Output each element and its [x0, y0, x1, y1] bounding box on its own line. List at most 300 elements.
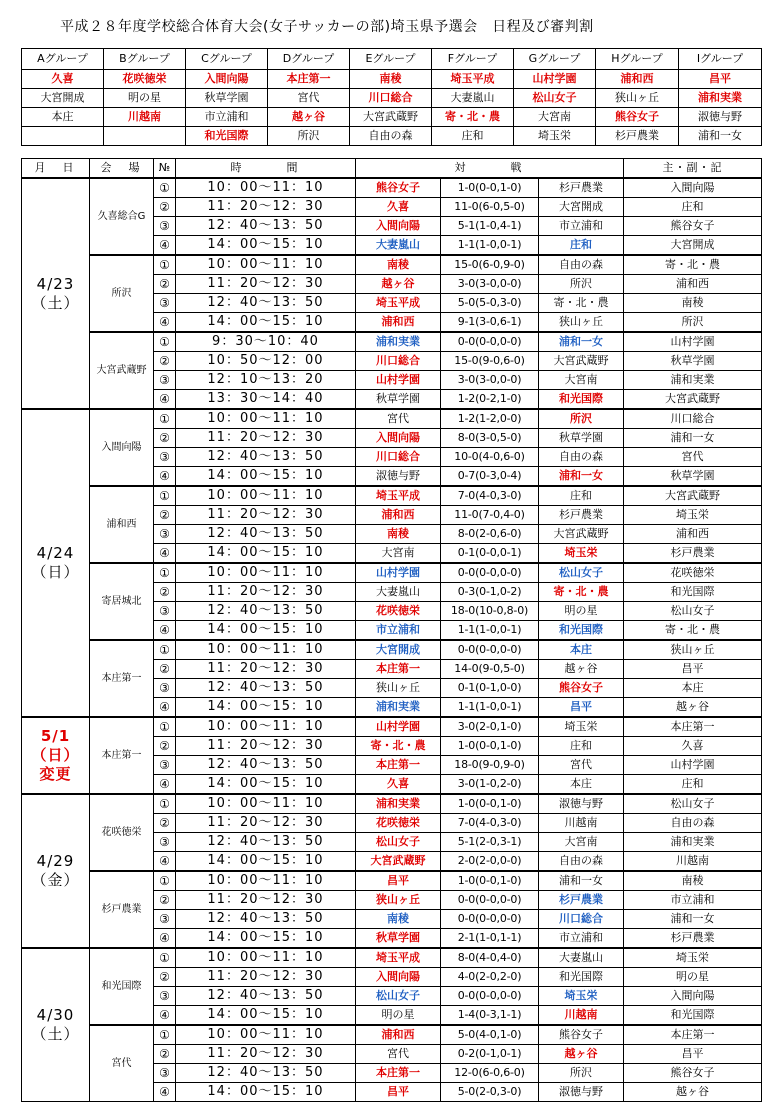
home-team: 浦和西 [356, 1025, 441, 1045]
away-team: 越ヶ谷 [539, 660, 624, 679]
match-number: ④ [154, 390, 176, 410]
group-team: 埼玉平成 [432, 70, 514, 89]
match-time: 11：20～12：30 [176, 198, 356, 217]
match-number: ② [154, 891, 176, 910]
match-time: 11：20～12：30 [176, 506, 356, 525]
match-number: ③ [154, 294, 176, 313]
group-team: 南稜 [350, 70, 432, 89]
match-venue: 所沢 [90, 255, 154, 332]
group-team: 寄・北・農 [432, 108, 514, 127]
match-number: ② [154, 198, 176, 217]
match-venue: 寄居城北 [90, 563, 154, 640]
referee-team: 埼玉栄 [624, 506, 762, 525]
match-venue: 大宮武蔵野 [90, 332, 154, 409]
match-score: 8-0(3-0,5-0) [441, 429, 539, 448]
away-team: 松山女子 [539, 563, 624, 583]
table-row [22, 409, 762, 429]
away-team: 埼玉栄 [539, 717, 624, 737]
match-number: ④ [154, 544, 176, 564]
group-team: 庄和 [432, 127, 514, 146]
match-time: 10：00～11：10 [176, 563, 356, 583]
group-team: 和光国際 [186, 127, 268, 146]
away-team: 昌平 [539, 698, 624, 718]
home-team: 浦和実業 [356, 794, 441, 814]
match-number: ① [154, 563, 176, 583]
table-row [22, 640, 762, 660]
match-number: ② [154, 968, 176, 987]
match-score: 1-1(1-0,0-1) [441, 236, 539, 256]
match-score: 5-0(4-0,1-0) [441, 1025, 539, 1045]
match-score: 10-0(4-0,6-0) [441, 448, 539, 467]
match-time: 13：30～14：40 [176, 390, 356, 410]
group-team: 大宮南 [514, 108, 596, 127]
referee-team: 本庄第一 [624, 717, 762, 737]
referee-team: 宮代 [624, 448, 762, 467]
away-team: 自由の森 [539, 852, 624, 872]
away-team: 埼玉栄 [539, 544, 624, 564]
match-score: 5-1(2-0,3-1) [441, 833, 539, 852]
match-score: 14-0(9-0,5-0) [441, 660, 539, 679]
away-team: 所沢 [539, 1064, 624, 1083]
match-score: 7-0(4-0,3-0) [441, 486, 539, 506]
match-score: 8-0(4-0,4-0) [441, 948, 539, 968]
referee-team: 市立浦和 [624, 891, 762, 910]
away-team: 淑徳与野 [539, 794, 624, 814]
match-venue: 杉戸農業 [90, 871, 154, 948]
referee-team: 大宮開成 [624, 236, 762, 256]
away-team: 川口総合 [539, 910, 624, 929]
away-team: 宮代 [539, 756, 624, 775]
referee-team: 杉戸農業 [624, 544, 762, 564]
group-team [22, 127, 104, 146]
away-team: 大宮武蔵野 [539, 352, 624, 371]
home-team: 本庄第一 [356, 660, 441, 679]
match-number: ④ [154, 852, 176, 872]
match-time: 12：40～13：50 [176, 448, 356, 467]
match-time: 12：40～13：50 [176, 910, 356, 929]
match-number: ④ [154, 313, 176, 333]
referee-team: 松山女子 [624, 602, 762, 621]
group-header-row [22, 49, 762, 70]
match-number: ① [154, 409, 176, 429]
home-team: 明の星 [356, 1006, 441, 1026]
match-number: ④ [154, 1083, 176, 1102]
referee-team: 川越南 [624, 852, 762, 872]
match-date: 4/24 （日） [22, 409, 90, 717]
match-number: ① [154, 486, 176, 506]
match-score: 3-0(3-0,0-0) [441, 275, 539, 294]
group-team: 大宮武蔵野 [350, 108, 432, 127]
referee-team: 浦和実業 [624, 833, 762, 852]
table-row [22, 871, 762, 891]
away-team: 自由の森 [539, 255, 624, 275]
table-row [22, 1025, 762, 1045]
group-team: 市立浦和 [186, 108, 268, 127]
match-time: 12：40～13：50 [176, 602, 356, 621]
away-team: 所沢 [539, 409, 624, 429]
home-team: 入間向陽 [356, 429, 441, 448]
match-time: 14：00～15：10 [176, 236, 356, 256]
match-date: 5/1 （日） 変更 [22, 717, 90, 794]
away-team: 狭山ヶ丘 [539, 313, 624, 333]
home-team: 南稜 [356, 255, 441, 275]
away-team: 淑徳与野 [539, 1083, 624, 1102]
match-score: 0-0(0-0,0-0) [441, 910, 539, 929]
match-venue: 和光国際 [90, 948, 154, 1025]
home-team: 浦和西 [356, 313, 441, 333]
referee-team: 和光国際 [624, 583, 762, 602]
table-row [22, 255, 762, 275]
home-team: 南稜 [356, 525, 441, 544]
match-time: 10：00～11：10 [176, 486, 356, 506]
match-number: ④ [154, 698, 176, 718]
home-team: 川口総合 [356, 448, 441, 467]
group-row [22, 70, 762, 89]
group-header: Fグループ [432, 49, 514, 70]
match-number: ② [154, 583, 176, 602]
match-time: 14：00～15：10 [176, 698, 356, 718]
referee-team: 庄和 [624, 198, 762, 217]
home-team: 浦和西 [356, 506, 441, 525]
home-team: 埼玉平成 [356, 486, 441, 506]
home-team: 山村学園 [356, 563, 441, 583]
match-time: 10：00～11：10 [176, 1025, 356, 1045]
match-score: 0-2(0-1,0-1) [441, 1045, 539, 1064]
group-team: 杉戸農業 [596, 127, 679, 146]
match-score: 0-0(0-0,0-0) [441, 891, 539, 910]
away-team: 寄・北・農 [539, 583, 624, 602]
away-team: 川越南 [539, 1006, 624, 1026]
home-team: 浦和実業 [356, 332, 441, 352]
referee-team: 松山女子 [624, 794, 762, 814]
match-number: ① [154, 794, 176, 814]
match-score: 5-0(5-0,3-0) [441, 294, 539, 313]
match-score: 18-0(10-0,8-0) [441, 602, 539, 621]
match-number: ④ [154, 929, 176, 949]
home-team: 昌平 [356, 1083, 441, 1102]
match-venue: 宮代 [90, 1025, 154, 1102]
away-team: 浦和一女 [539, 467, 624, 487]
home-team: 久喜 [356, 198, 441, 217]
page-title: 平成２８年度学校総合体育大会(女子サッカーの部)埼玉県予選会 日程及び審判割 [60, 19, 594, 35]
match-score: 15-0(6-0,9-0) [441, 255, 539, 275]
match-number: ③ [154, 1064, 176, 1083]
group-team: 大妻嵐山 [432, 89, 514, 108]
match-time: 10：00～11：10 [176, 794, 356, 814]
away-team: 大宮南 [539, 833, 624, 852]
match-number: ③ [154, 448, 176, 467]
table-row [22, 486, 762, 506]
match-number: ② [154, 275, 176, 294]
match-time: 11：20～12：30 [176, 968, 356, 987]
referee-team: 昌平 [624, 1045, 762, 1064]
group-team: 淑徳与野 [679, 108, 762, 127]
schedule-table [21, 158, 762, 1102]
referee-team: 明の星 [624, 968, 762, 987]
match-score: 4-0(2-0,2-0) [441, 968, 539, 987]
match-score: 0-0(0-0,0-0) [441, 332, 539, 352]
match-time: 11：20～12：30 [176, 583, 356, 602]
match-number: ④ [154, 775, 176, 795]
home-team: 花咲徳栄 [356, 814, 441, 833]
match-time: 10：00～11：10 [176, 717, 356, 737]
referee-team: 浦和一女 [624, 429, 762, 448]
match-score: 1-1(1-0,0-1) [441, 621, 539, 641]
table-row [22, 948, 762, 968]
home-team: 本庄第一 [356, 1064, 441, 1083]
referee-team: 杉戸農業 [624, 929, 762, 949]
home-team: 松山女子 [356, 833, 441, 852]
header-date: 月 日 [22, 159, 90, 179]
match-number: ③ [154, 602, 176, 621]
home-team: 淑徳与野 [356, 467, 441, 487]
home-team: 昌平 [356, 871, 441, 891]
match-number: ② [154, 814, 176, 833]
group-table [21, 48, 762, 146]
match-time: 11：20～12：30 [176, 737, 356, 756]
match-score: 1-0(0-0,1-0) [441, 794, 539, 814]
match-number: ① [154, 871, 176, 891]
away-team: 浦和一女 [539, 332, 624, 352]
away-team: 大宮南 [539, 371, 624, 390]
match-score: 0-0(0-0,0-0) [441, 987, 539, 1006]
match-score: 2-1(1-0,1-1) [441, 929, 539, 949]
match-time: 10：00～11：10 [176, 255, 356, 275]
match-number: ② [154, 737, 176, 756]
group-header: Aグループ [22, 49, 104, 70]
match-time: 10：00～11：10 [176, 178, 356, 198]
group-team: 自由の森 [350, 127, 432, 146]
away-team: 杉戸農業 [539, 506, 624, 525]
match-venue: 久喜総合G [90, 178, 154, 255]
home-team: 大宮開成 [356, 640, 441, 660]
match-venue: 本庄第一 [90, 640, 154, 717]
group-team: 山村学園 [514, 70, 596, 89]
match-score: 15-0(9-0,6-0) [441, 352, 539, 371]
match-number: ③ [154, 371, 176, 390]
header-referee: 主・副・記 [624, 159, 762, 179]
match-time: 14：00～15：10 [176, 621, 356, 641]
match-score: 1-0(0-0,1-0) [441, 871, 539, 891]
group-header: Cグループ [186, 49, 268, 70]
home-team: 入間向陽 [356, 217, 441, 236]
match-number: ② [154, 1045, 176, 1064]
match-score: 1-4(0-3,1-1) [441, 1006, 539, 1026]
match-number: ① [154, 178, 176, 198]
group-row [22, 127, 762, 146]
away-team: 庄和 [539, 486, 624, 506]
match-number: ② [154, 429, 176, 448]
referee-team: 所沢 [624, 313, 762, 333]
referee-team: 秋草学園 [624, 467, 762, 487]
match-number: ① [154, 948, 176, 968]
match-venue: 花咲徳栄 [90, 794, 154, 871]
match-score: 18-0(9-0,9-0) [441, 756, 539, 775]
referee-team: 大宮武蔵野 [624, 390, 762, 410]
match-number: ② [154, 506, 176, 525]
home-team: 埼玉平成 [356, 294, 441, 313]
match-score: 0-0(0-0,0-0) [441, 563, 539, 583]
home-team: 花咲徳栄 [356, 602, 441, 621]
match-score: 1-0(0-0,1-0) [441, 178, 539, 198]
group-team: 浦和一女 [679, 127, 762, 146]
group-team: 秋草学園 [186, 89, 268, 108]
referee-team: 秋草学園 [624, 352, 762, 371]
match-time: 10：00～11：10 [176, 948, 356, 968]
away-team: 本庄 [539, 640, 624, 660]
match-score: 1-2(1-2,0-0) [441, 409, 539, 429]
away-team: 庄和 [539, 737, 624, 756]
away-team: 川越南 [539, 814, 624, 833]
match-score: 1-2(0-2,1-0) [441, 390, 539, 410]
table-row [22, 563, 762, 583]
match-score: 0-1(0-1,0-0) [441, 679, 539, 698]
home-team: 本庄第一 [356, 756, 441, 775]
away-team: 大宮開成 [539, 198, 624, 217]
match-score: 0-1(0-0,0-1) [441, 544, 539, 564]
match-score: 9-1(3-0,6-1) [441, 313, 539, 333]
match-number: ② [154, 352, 176, 371]
match-score: 0-3(0-1,0-2) [441, 583, 539, 602]
referee-team: 入間向陽 [624, 178, 762, 198]
match-time: 11：20～12：30 [176, 1045, 356, 1064]
referee-team: 大宮武蔵野 [624, 486, 762, 506]
away-team: 越ヶ谷 [539, 1045, 624, 1064]
home-team: 狭山ヶ丘 [356, 891, 441, 910]
group-team: 所沢 [268, 127, 350, 146]
match-score: 0-7(0-3,0-4) [441, 467, 539, 487]
group-header: Bグループ [104, 49, 186, 70]
match-time: 10：00～11：10 [176, 409, 356, 429]
match-number: ③ [154, 756, 176, 775]
match-score: 3-0(1-0,2-0) [441, 775, 539, 795]
match-time: 12：40～13：50 [176, 756, 356, 775]
match-time: 11：20～12：30 [176, 275, 356, 294]
match-number: ② [154, 660, 176, 679]
home-team: 秋草学園 [356, 390, 441, 410]
match-time: 14：00～15：10 [176, 544, 356, 564]
table-row [22, 717, 762, 737]
away-team: 寄・北・農 [539, 294, 624, 313]
header-match: 対 戦 [356, 159, 624, 179]
group-team: 本庄第一 [268, 70, 350, 89]
match-number: ③ [154, 217, 176, 236]
match-time: 12：40～13：50 [176, 679, 356, 698]
away-team: 庄和 [539, 236, 624, 256]
group-team: 花咲徳栄 [104, 70, 186, 89]
table-row [22, 794, 762, 814]
away-team: 本庄 [539, 775, 624, 795]
group-team: 久喜 [22, 70, 104, 89]
home-team: 狭山ヶ丘 [356, 679, 441, 698]
match-time: 12：40～13：50 [176, 833, 356, 852]
group-team: 越ヶ谷 [268, 108, 350, 127]
match-time: 12：40～13：50 [176, 217, 356, 236]
match-number: ③ [154, 833, 176, 852]
match-venue: 本庄第一 [90, 717, 154, 794]
match-time: 10：50～12：00 [176, 352, 356, 371]
match-venue: 浦和西 [90, 486, 154, 563]
match-time: 11：20～12：30 [176, 429, 356, 448]
match-time: 11：20～12：30 [176, 814, 356, 833]
referee-team: 花咲徳栄 [624, 563, 762, 583]
match-time: 11：20～12：30 [176, 660, 356, 679]
table-row [22, 332, 762, 352]
group-team: 川口総合 [350, 89, 432, 108]
match-time: 14：00～15：10 [176, 1083, 356, 1102]
referee-team: 浦和西 [624, 525, 762, 544]
home-team: 入間向陽 [356, 968, 441, 987]
match-time: 12：40～13：50 [176, 987, 356, 1006]
match-time: 14：00～15：10 [176, 1006, 356, 1026]
home-team: 南稜 [356, 910, 441, 929]
home-team: 山村学園 [356, 371, 441, 390]
group-team: 本庄 [22, 108, 104, 127]
match-number: ④ [154, 621, 176, 641]
referee-team: 南稜 [624, 871, 762, 891]
match-time: 14：00～15：10 [176, 852, 356, 872]
group-team: 大宮開成 [22, 89, 104, 108]
away-team: 杉戸農業 [539, 178, 624, 198]
header-venue: 会 場 [90, 159, 154, 179]
header-time: 時 間 [176, 159, 356, 179]
referee-team: 浦和一女 [624, 910, 762, 929]
match-score: 3-0(3-0,0-0) [441, 371, 539, 390]
referee-team: 寄・北・農 [624, 255, 762, 275]
match-score: 5-1(1-0,4-1) [441, 217, 539, 236]
home-team: 宮代 [356, 409, 441, 429]
referee-team: 本庄 [624, 679, 762, 698]
match-date: 4/30 （土） [22, 948, 90, 1102]
match-number: ③ [154, 679, 176, 698]
away-team: 熊谷女子 [539, 1025, 624, 1045]
away-team: 明の星 [539, 602, 624, 621]
group-team: 明の星 [104, 89, 186, 108]
match-time: 10：00～11：10 [176, 640, 356, 660]
group-header: Gグループ [514, 49, 596, 70]
match-score: 11-0(7-0,4-0) [441, 506, 539, 525]
home-team: 久喜 [356, 775, 441, 795]
away-team: 浦和一女 [539, 871, 624, 891]
schedule-header-row [22, 159, 762, 179]
match-time: 12：40～13：50 [176, 525, 356, 544]
away-team: 熊谷女子 [539, 679, 624, 698]
group-team: 浦和西 [596, 70, 679, 89]
home-team: 熊谷女子 [356, 178, 441, 198]
away-team: 和光国際 [539, 621, 624, 641]
group-team: 埼玉栄 [514, 127, 596, 146]
home-team: 越ヶ谷 [356, 275, 441, 294]
away-team: 大宮武蔵野 [539, 525, 624, 544]
away-team: 自由の森 [539, 448, 624, 467]
home-team: 宮代 [356, 1045, 441, 1064]
home-team: 市立浦和 [356, 621, 441, 641]
match-number: ④ [154, 236, 176, 256]
match-number: ③ [154, 525, 176, 544]
match-time: 12：10～13：20 [176, 371, 356, 390]
referee-team: 庄和 [624, 775, 762, 795]
home-team: 大妻嵐山 [356, 583, 441, 602]
match-score: 1-1(1-0,0-1) [441, 698, 539, 718]
referee-team: 山村学園 [624, 756, 762, 775]
match-score: 8-0(2-0,6-0) [441, 525, 539, 544]
match-number: ④ [154, 467, 176, 487]
group-row [22, 108, 762, 127]
away-team: 所沢 [539, 275, 624, 294]
home-team: 川口総合 [356, 352, 441, 371]
away-team: 市立浦和 [539, 217, 624, 236]
match-score: 7-0(4-0,3-0) [441, 814, 539, 833]
